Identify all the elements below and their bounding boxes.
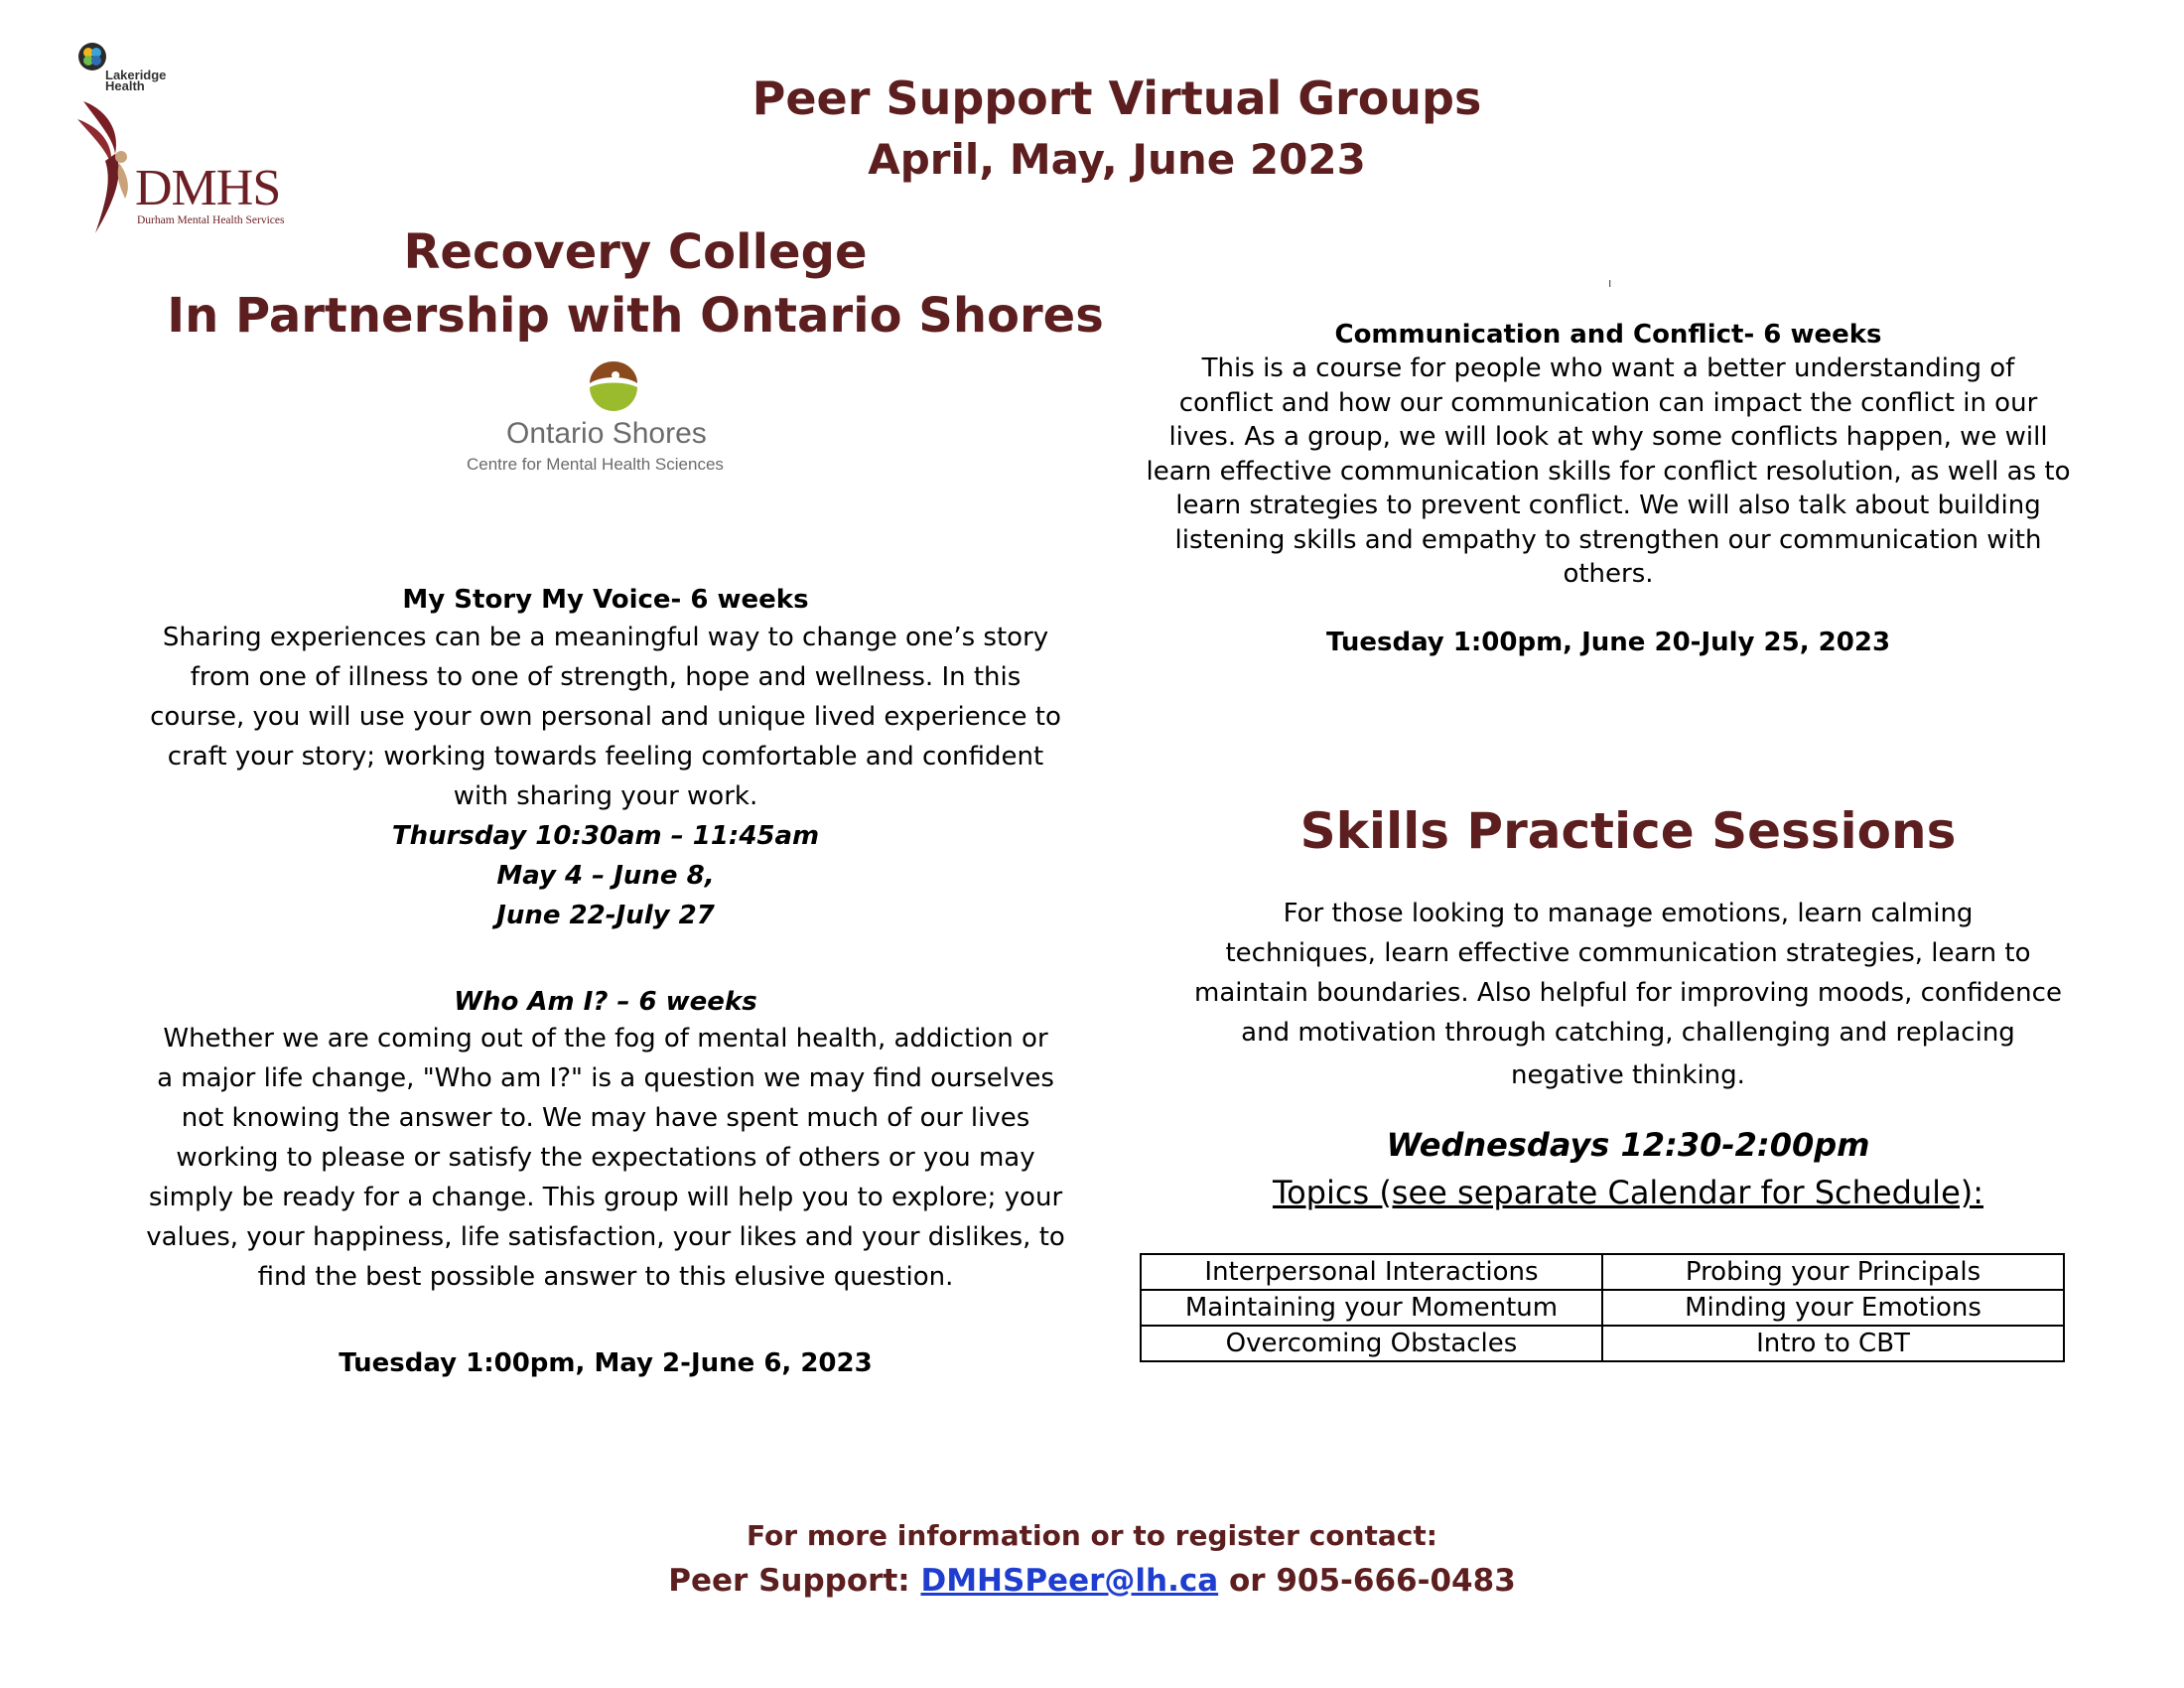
table-row <box>1141 1254 2064 1290</box>
dmhs-subtitle: Durham Mental Health Services <box>137 214 285 226</box>
table-cell: Overcoming Obstacles <box>1141 1326 1602 1361</box>
lakeridge-health-mark-icon <box>77 42 107 71</box>
who-am-i-heading: Who Am I? – 6 weeks <box>454 987 757 1017</box>
who-am-i-line: Whether we are coming out of the fog of mental health, addiction or <box>163 1024 1048 1054</box>
who-am-i-line: a major life change, "Who am I?" is a question we may find ourselves <box>157 1063 1054 1093</box>
my-story-dates-1: May 4 – June 8, <box>496 861 715 891</box>
communication-line: listening skills and empathy to strengthen our communication with <box>1174 524 2042 555</box>
email-link[interactable]: DMHSPeer@lh.ca <box>920 1563 1219 1599</box>
my-story-dates-2: June 22-July 27 <box>496 901 715 930</box>
skills-line: and motivation through catching, challenging and replacing <box>1241 1018 2015 1048</box>
table-cell: Interpersonal Interactions <box>1141 1254 1602 1290</box>
communication-schedule: Tuesday 1:00pm, June 20-July 25, 2023 <box>1325 627 1891 657</box>
contact-prefix: Peer Support: <box>668 1563 921 1599</box>
communication-heading: Communication and Conflict- 6 weeks <box>1334 320 1882 350</box>
communication-line: learn strategies to prevent conflict. We will also talk about building <box>1175 491 2041 520</box>
ontario-shores-name: Ontario Shores <box>506 417 707 450</box>
table-cell: Maintaining your Momentum <box>1141 1290 1602 1326</box>
communication-line: This is a course for people who want a better understanding of <box>1201 353 2015 383</box>
ontario-shores-logo <box>457 357 754 477</box>
my-story-line: craft your story; working towards feeling comfortable and confident <box>167 742 1044 772</box>
communication-section <box>1132 318 2085 657</box>
page-title: Peer Support Virtual Groups <box>751 71 1482 125</box>
lakeridge-health-logo <box>75 40 185 95</box>
my-story-line: Sharing experiences can be a meaningful way to change one’s story <box>162 623 1049 652</box>
partnership-title: In Partnership with Ontario Shores <box>167 288 1104 344</box>
skills-line: maintain boundaries. Also helpful for improving moods, confidence <box>1194 978 2062 1008</box>
topics-heading: Topics (see separate Calendar for Schedule): <box>1272 1174 1984 1211</box>
skills-line: techniques, learn effective communication strategies, learn to <box>1225 938 2031 968</box>
lakeridge-health-text: Lakeridge Health <box>105 68 167 93</box>
my-story-line: from one of illness to one of strength, hope and wellness. In this <box>190 662 1022 692</box>
skills-schedule: Wednesdays 12:30-2:00pm <box>1386 1126 1870 1164</box>
contact-line <box>596 1563 1588 1599</box>
dmhs-logo <box>75 99 314 238</box>
communication-line: learn effective communication skills for conflict resolution, as well as to <box>1146 456 2071 487</box>
my-story-time: Thursday 10:30am – 11:45am <box>391 821 820 851</box>
skills-line: For those looking to manage emotions, learn calming <box>1283 899 1974 928</box>
table-row <box>1141 1326 2064 1361</box>
ontario-shores-subtitle: Centre for Mental Health Sciences <box>467 455 724 474</box>
skills-last-line: negative thinking. <box>1511 1060 1745 1090</box>
contact-heading: For more information or to register contact: <box>747 1519 1437 1552</box>
page-subtitle: April, May, June 2023 <box>868 135 1366 184</box>
who-am-i-line: working to please or satisfy the expectations of others or you may <box>176 1143 1035 1173</box>
my-story-line: course, you will use your own personal and unique lived experience to <box>150 702 1061 732</box>
communication-line: conflict and how our communication can impact the conflict in our <box>1178 387 2038 418</box>
communication-line: lives. As a group, we will look at why some conflicts happen, we will <box>1168 422 2048 452</box>
skills-description <box>1142 894 2115 1053</box>
who-am-i-line: simply be ready for a change. This group will help you to explore; your <box>148 1183 1063 1212</box>
skills-title: Skills Practice Sessions <box>1299 802 1957 860</box>
table-cell: Probing your Principals <box>1602 1254 2064 1290</box>
ontario-shores-mark-icon <box>586 357 641 413</box>
who-am-i-line: find the best possible answer to this elusive question. <box>257 1262 954 1292</box>
small-mark: ı <box>1608 276 1612 290</box>
who-am-i-line: values, your happiness, life satisfaction, your likes and your dislikes, to <box>146 1222 1065 1252</box>
dmhs-wordmark: DMHS <box>135 160 281 216</box>
table-cell: Minding your Emotions <box>1602 1290 2064 1326</box>
recovery-college-title: Recovery College <box>403 224 868 280</box>
my-story-line: with sharing your work. <box>453 781 758 811</box>
communication-line: others. <box>1563 559 1654 589</box>
table-row <box>1141 1290 2064 1326</box>
contact-phone: or 905-666-0483 <box>1218 1563 1516 1599</box>
table-cell: Intro to CBT <box>1602 1326 2064 1361</box>
my-story-heading: My Story My Voice- 6 weeks <box>402 585 809 615</box>
who-am-i-line: not knowing the answer to. We may have spent much of our lives <box>181 1103 1030 1133</box>
topics-table <box>1140 1253 2065 1362</box>
who-am-i-section <box>129 985 1082 1378</box>
my-story-section <box>129 582 1082 935</box>
who-am-i-schedule: Tuesday 1:00pm, May 2-June 6, 2023 <box>339 1348 873 1378</box>
